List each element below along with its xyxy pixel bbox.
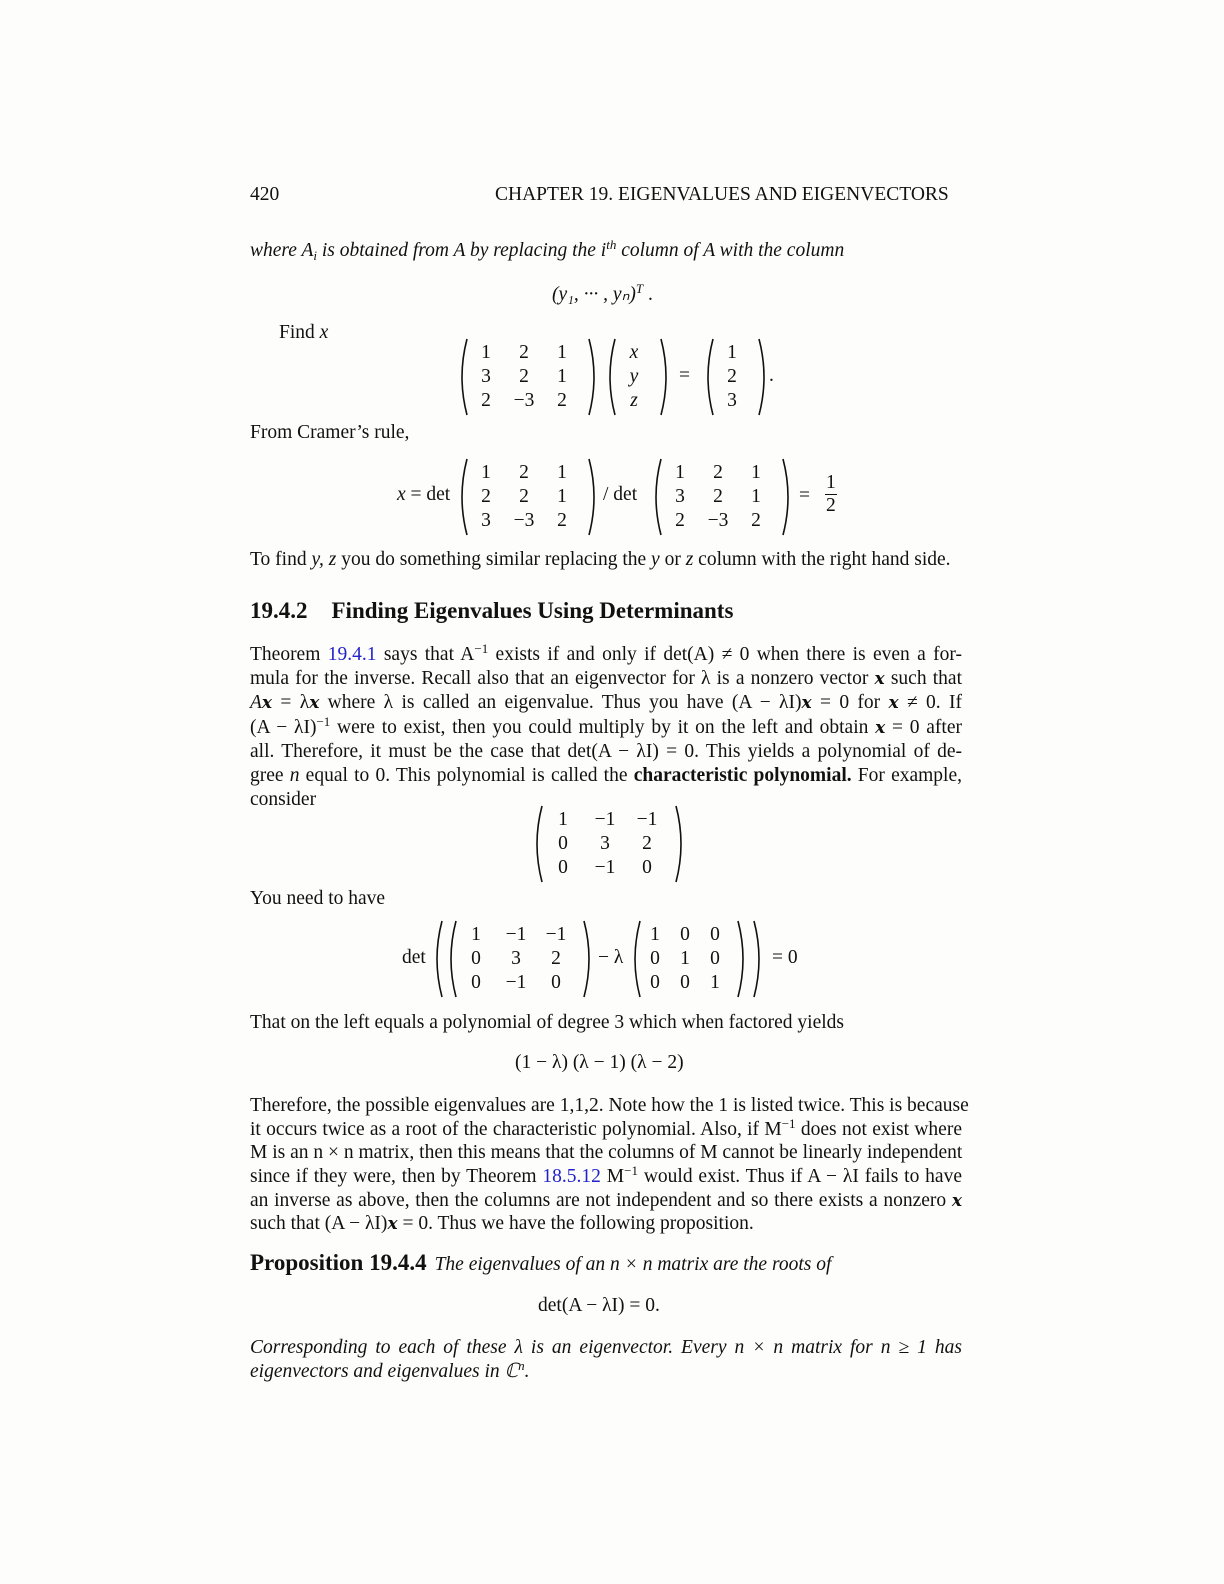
matrix-cell: 2 [519, 462, 529, 483]
para2-line: an inverse as above, then the columns are not independent and so there exists a nonzero x [250, 1190, 962, 1211]
theorem-link[interactable]: 18.5.12 [542, 1166, 601, 1187]
column-vector-eq: (y₁, ··· , yₙ)$^T$ . [552, 281, 653, 305]
matrix-cell: 1 [675, 462, 685, 483]
theorem-link[interactable]: 19.4.1 [327, 644, 377, 665]
matrix-cell: 1 [751, 486, 761, 507]
cramer-intro: From Cramer’s rule, [250, 422, 410, 443]
matrix-cell: −3 [513, 510, 535, 531]
matrix-cell: 0 [710, 948, 720, 969]
linear-system-equation [455, 338, 775, 416]
proposition-line: eigenvectors and eigenvalues in ℂ$^n$. [250, 1358, 530, 1382]
intro-line: where $A_i$ is obtained from A by replacing the $i^{th}$ column of A with the column [250, 237, 845, 263]
para1-line: $(A - \lambda I)^{-1}$ were to exist, then you could multiply by it on the left and obtain x = 0 after [250, 714, 962, 738]
matrix-cell: 2 [675, 510, 685, 531]
para2-line: it occurs twice as a root of the characteristic polynomial. Also, if $M^{-1}$ does not exist where [250, 1116, 962, 1140]
matrix-cell: 2 [557, 390, 567, 411]
para1-line: Theorem 19.4.1 says that $A^{-1}$ exists if and only if det(A) ≠ 0 when there is even a for- [250, 641, 962, 665]
matrix-cell: 2 [642, 833, 652, 854]
cramer-lhs: x = det [397, 484, 451, 505]
matrix-cell: z [630, 390, 638, 411]
matrix-cell: 0 [680, 924, 690, 945]
matrix-cell: 2 [713, 462, 723, 483]
followup-line: To find y, z you do something similar replacing the y or z column with the right hand side. [250, 549, 951, 570]
matrix-cell: 1 [557, 342, 567, 363]
equals-zero: = 0 [772, 947, 798, 968]
outer-left-paren-icon [430, 920, 444, 998]
need-line: You need to have [250, 888, 386, 909]
matrix-cell: 3 [511, 948, 521, 969]
matrix-cell: 3 [675, 486, 685, 507]
matrix-cell: 2 [713, 486, 723, 507]
matrix-cell: 3 [481, 366, 491, 387]
fraction-one-half [825, 472, 837, 517]
example-matrix [530, 805, 690, 883]
para2-line: Therefore, the possible eigenvalues are 1,1,2. Note how the 1 is listed twice. This is because [250, 1095, 969, 1116]
matrix-cell: 0 [680, 972, 690, 993]
para1-line: gree n equal to 0. This polynomial is called the characteristic polynomial. For example, [250, 765, 963, 786]
matrix-cell: 2 [481, 486, 491, 507]
matrix-cell: −1 [636, 809, 658, 830]
matrix-cell: 2 [727, 366, 737, 387]
matrix-cell: 0 [650, 972, 660, 993]
det-label: det [402, 947, 426, 968]
matrix-cell: −1 [594, 857, 616, 878]
matrix-cell: 2 [551, 948, 561, 969]
fraction-numerator: 1 [826, 472, 836, 493]
matrix-cell: 1 [650, 924, 660, 945]
proposition: Proposition 19.4.4 The eigenvalues of an n × n matrix are the roots of [250, 1250, 832, 1275]
matrix-cell: −3 [513, 390, 535, 411]
right-paren-icon [736, 920, 750, 998]
matrix-cell: 0 [650, 948, 660, 969]
matrix-cell: 0 [551, 972, 561, 993]
matrix-cell: 0 [471, 948, 481, 969]
matrix-cell: 1 [751, 462, 761, 483]
para1-line: mula for the inverse. Recall also that an eigenvector for λ is a nonzero vector x such that [250, 668, 963, 689]
para1-line: consider [250, 789, 317, 810]
para2-line: since if they were, then by Theorem 18.5.12 $M^{-1}$ would exist. Thus if A − λI fails to have [250, 1163, 962, 1187]
right-paren-icon [781, 458, 795, 536]
matrix-cell: 1 [557, 462, 567, 483]
matrix-cell: x [629, 342, 639, 363]
matrix-cell: 1 [557, 486, 567, 507]
matrix-cell: 1 [558, 809, 568, 830]
section-heading: 19.4.2 Finding Eigenvalues Using Determinants [250, 598, 734, 623]
find-x-label: Find x [279, 322, 329, 343]
matrix-cell: −1 [545, 924, 567, 945]
matrix-cell: 1 [481, 342, 491, 363]
minus-lambda: − λ [598, 947, 624, 968]
right-paren-icon [587, 338, 601, 416]
matrix-cell: 2 [519, 342, 529, 363]
right-paren-icon [587, 458, 601, 536]
para2-line: such that (A − λI)x = 0. Thus we have the following proposition. [250, 1213, 754, 1234]
matrix-cell: 3 [481, 510, 491, 531]
equals-sign: = [679, 365, 690, 386]
matrix-cell: 1 [680, 948, 690, 969]
matrix-cell: 0 [558, 833, 568, 854]
characteristic-equation [398, 920, 818, 998]
matrix-cell: 3 [600, 833, 610, 854]
fraction-denominator: 2 [826, 495, 836, 516]
factored-polynomial: (1 − λ) (λ − 1) (λ − 2) [515, 1052, 684, 1073]
matrix-cell: 1 [710, 972, 720, 993]
matrix-cell: 2 [481, 390, 491, 411]
outer-right-paren-icon [752, 920, 766, 998]
page-number: 420 [250, 184, 280, 205]
right-paren-icon [582, 920, 596, 998]
para1-line: Ax = λx where λ is called an eigenvalue. Thus you have (A − λI)x = 0 for x ≠ 0. If [250, 692, 962, 713]
matrix-cell: −1 [594, 809, 616, 830]
proposition-line: Corresponding to each of these λ is an eigenvector. Every n × n matrix for n ≥ 1 has [250, 1337, 962, 1358]
matrix-cell: 2 [519, 366, 529, 387]
matrix-cell: 0 [642, 857, 652, 878]
matrix-cell: 0 [710, 924, 720, 945]
matrix-cell: 3 [727, 390, 737, 411]
equals-sign: = [799, 485, 810, 506]
period: . [769, 365, 774, 386]
matrix-cell: −1 [505, 924, 527, 945]
factored-intro: That on the left equals a polynomial of degree 3 which when factored yields [250, 1012, 845, 1033]
right-paren-icon [674, 805, 688, 883]
matrix-cell: −1 [505, 972, 527, 993]
matrix-cell: −3 [707, 510, 729, 531]
matrix-cell: 0 [558, 857, 568, 878]
matrix-cell: 2 [751, 510, 761, 531]
cramer-equation [455, 458, 836, 536]
matrix-cell: 0 [471, 972, 481, 993]
para1-line: all. Therefore, it must be the case that det(A − λI) = 0. This yields a polynomial of de- [250, 741, 962, 762]
matrix-cell: 2 [557, 510, 567, 531]
matrix-cell: 1 [557, 366, 567, 387]
para2-line: M is an n × n matrix, then this means that the columns of M cannot be linearly independent [250, 1142, 963, 1163]
running-header: CHAPTER 19. EIGENVALUES AND EIGENVECTORS [495, 184, 949, 205]
proposition-equation: det(A − λI) = 0. [538, 1295, 660, 1316]
right-paren-icon [659, 338, 673, 416]
divide-det: / det [603, 484, 638, 505]
matrix-cell: y [629, 366, 639, 387]
matrix-cell: 1 [727, 342, 737, 363]
matrix-cell: 1 [481, 462, 491, 483]
matrix-cell: 1 [471, 924, 481, 945]
matrix-cell: 2 [519, 486, 529, 507]
